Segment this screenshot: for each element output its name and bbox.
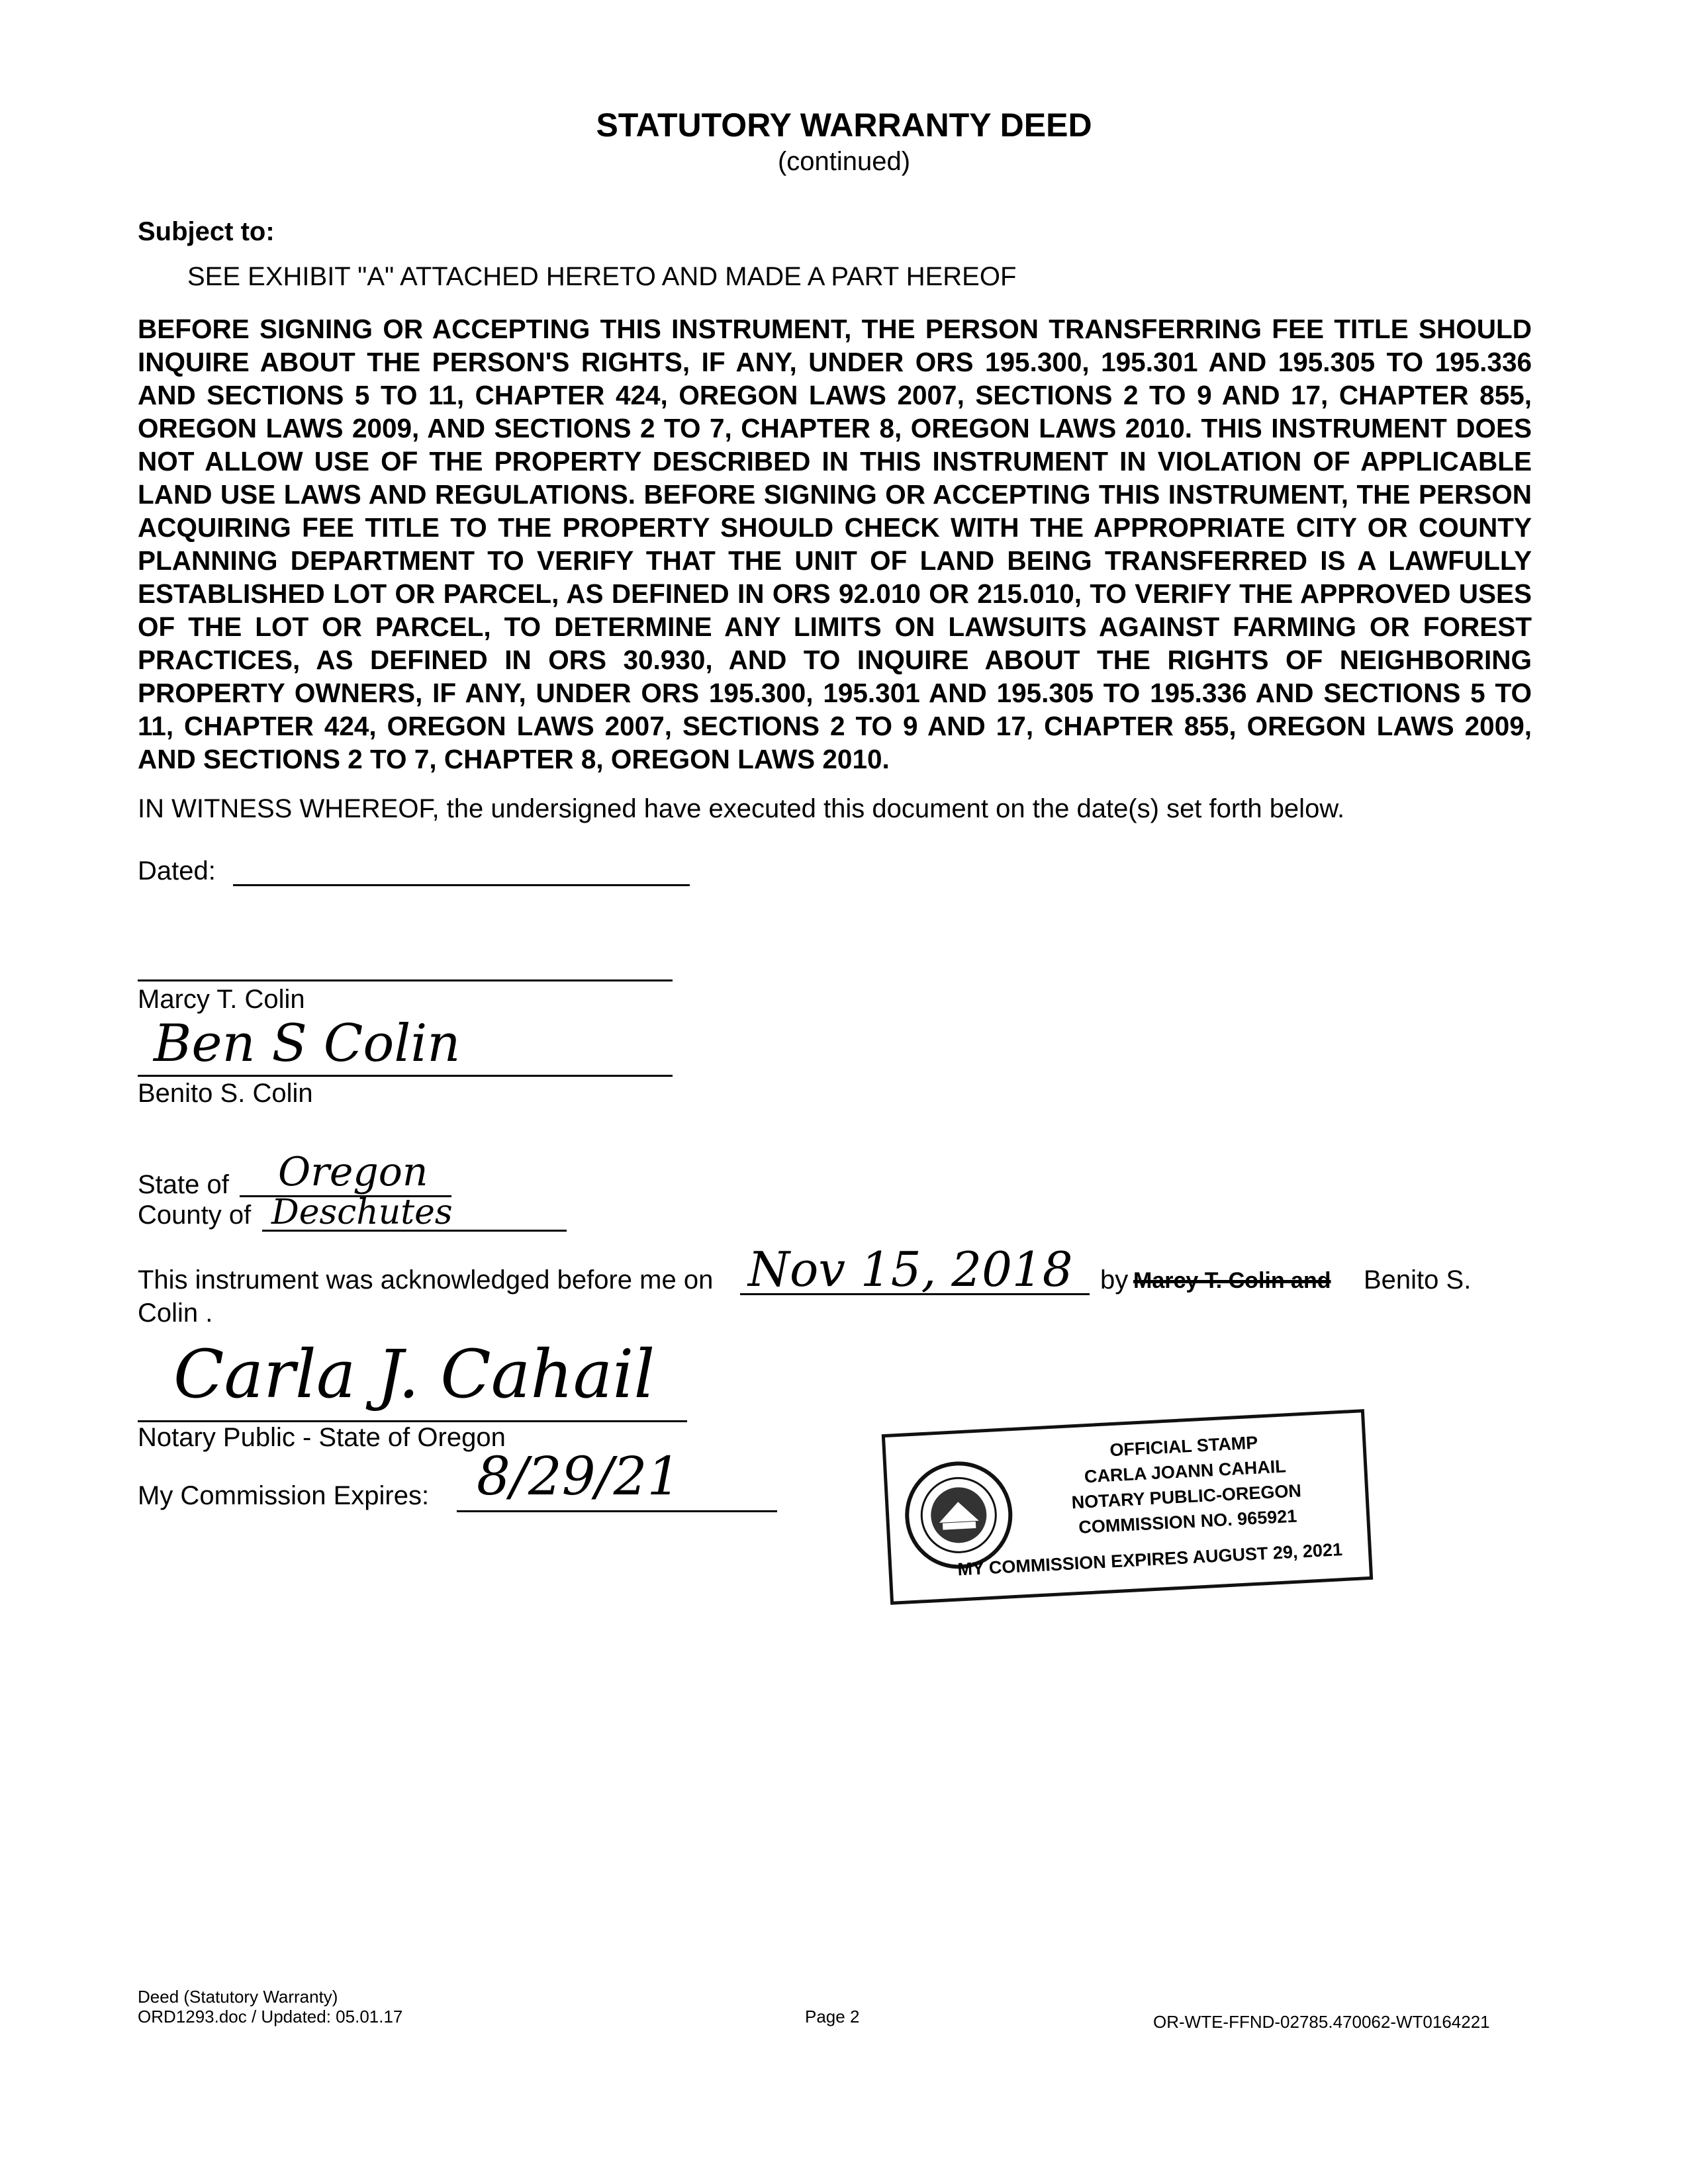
- acknowledgment-date-handwritten: Nov 15, 2018: [748, 1242, 1073, 1297]
- county-handwritten: Deschutes: [271, 1193, 453, 1232]
- stamp-line-3: NOTARY PUBLIC-OREGON: [1070, 1480, 1302, 1513]
- acknowledged-name-line1: Benito S.: [1364, 1265, 1472, 1295]
- signer-name-marcy: Marcy T. Colin: [138, 985, 305, 1014]
- notary-signature: Carla J. Cahail: [173, 1336, 655, 1413]
- dated-label: Dated:: [138, 856, 216, 886]
- signature-line-benito: [138, 1075, 673, 1077]
- exhibit-reference: SEE EXHIBIT "A" ATTACHED HERETO AND MADE A PART HEREOF: [187, 262, 1017, 291]
- stamp-line-5: MY COMMISSION EXPIRES AUGUST 29, 2021: [957, 1539, 1343, 1580]
- document-title: STATUTORY WARRANTY DEED: [596, 107, 1092, 144]
- oregon-seal-icon: [900, 1456, 1018, 1574]
- statutory-notice: BEFORE SIGNING OR ACCEPTING THIS INSTRUMENT, THE PERSON TRANSFERRING FEE TITLE SHOULD INQUIRE ABOUT THE PERSON'S RIGHTS, IF ANY, UNDER ORS 195.300, 195.301 AND 195.305 TO 195.336 AND SECTIONS 5 TO 11, CHAPTER 424, OREGON LAWS 2007, SECTIONS 2 TO 9 AND 17, CHAPTER 855, OREGON LAWS 2009, AND SECTIONS 2 TO 7, CHAPTER 8, OREGON LAWS 2010. THIS INSTRUMENT DOES NOT ALLOW USE OF THE PROPERTY DESCRIBED IN THIS INSTRUMENT IN VIOLATION OF APPLICABLE LAND USE LAWS AND REGULATIONS. BEFORE SIGNING OR ACCEPTING THIS INSTRUMENT, THE PERSON ACQUIRING FEE TITLE TO THE PROPERTY SHOULD CHECK WITH THE APPROPRIATE CITY OR COUNTY PLANNING DEPARTMENT TO VERIFY THAT THE UNIT OF LAND BEING TRANSFERRED IS A LAWFULLY ESTABLISHED LOT OR PARCEL, AS DEFINED IN ORS 92.010 OR 215.010, TO VERIFY THE APPROVED USES OF THE LOT OR PARCEL, TO DETERMINE ANY LIMITS ON LAWSUITS AGAINST FARMING OR FOREST PRACTICES, AS DEFINED IN ORS 30.930, AND TO INQUIRE ABOUT THE RIGHTS OF NEIGHBORING PROPERTY OWNERS, IF ANY, UNDER ORS 195.300, 195.301 AND 195.305 TO 195.336 AND SECTIONS 5 TO 11, CHAPTER 424, OREGON LAWS 2007, SECTIONS 2 TO 9 AND 17, CHAPTER 855, OREGON LAWS 2009, AND SECTIONS 2 TO 7, CHAPTER 8, OREGON LAWS 2010.: [138, 314, 1532, 774]
- stamp-line-2: CARLA JOANN CAHAIL: [1084, 1456, 1287, 1487]
- commission-expires-handwritten: 8/29/21: [477, 1445, 681, 1507]
- footer-file-number: OR-WTE-FFND-02785.470062-WT0164221: [1153, 2012, 1490, 2032]
- signature-line-marcy: [138, 979, 673, 981]
- notary-label: Notary Public - State of Oregon: [138, 1423, 506, 1452]
- commission-expires-label: My Commission Expires:: [138, 1481, 430, 1510]
- official-notary-stamp: [882, 1409, 1374, 1605]
- state-label: State of: [138, 1170, 229, 1199]
- footer-doc-ref: ORD1293.doc / Updated: 05.01.17: [138, 2007, 403, 2026]
- notary-signature-line: [138, 1420, 687, 1422]
- state-handwritten: Oregon: [278, 1149, 428, 1195]
- commission-expires-line: [457, 1510, 777, 1512]
- signature-benito: Ben S Colin: [154, 1014, 461, 1073]
- stamp-line-4: COMMISSION NO. 965921: [1078, 1506, 1297, 1537]
- by-label: by: [1100, 1265, 1129, 1295]
- document-subtitle: (continued): [777, 147, 911, 176]
- acknowledgment-text: This instrument was acknowledged before me on: [138, 1265, 714, 1295]
- county-label: County of: [138, 1201, 252, 1230]
- subject-to-label: Subject to:: [138, 217, 275, 246]
- signer-name-benito: Benito S. Colin: [138, 1079, 313, 1108]
- dated-line: [233, 884, 690, 886]
- witness-clause: IN WITNESS WHEREOF, the undersigned have executed this document on the date(s) set forth below.: [138, 794, 1345, 823]
- footer-page-number: Page 2: [805, 2007, 860, 2026]
- stamp-line-1: OFFICIAL STAMP: [1109, 1432, 1258, 1461]
- footer-doc-type: Deed (Statutory Warranty): [138, 1987, 338, 2007]
- struck-out-names: Marcy T. Colin and: [1133, 1268, 1331, 1293]
- acknowledged-name-line2: Colin .: [138, 1298, 213, 1328]
